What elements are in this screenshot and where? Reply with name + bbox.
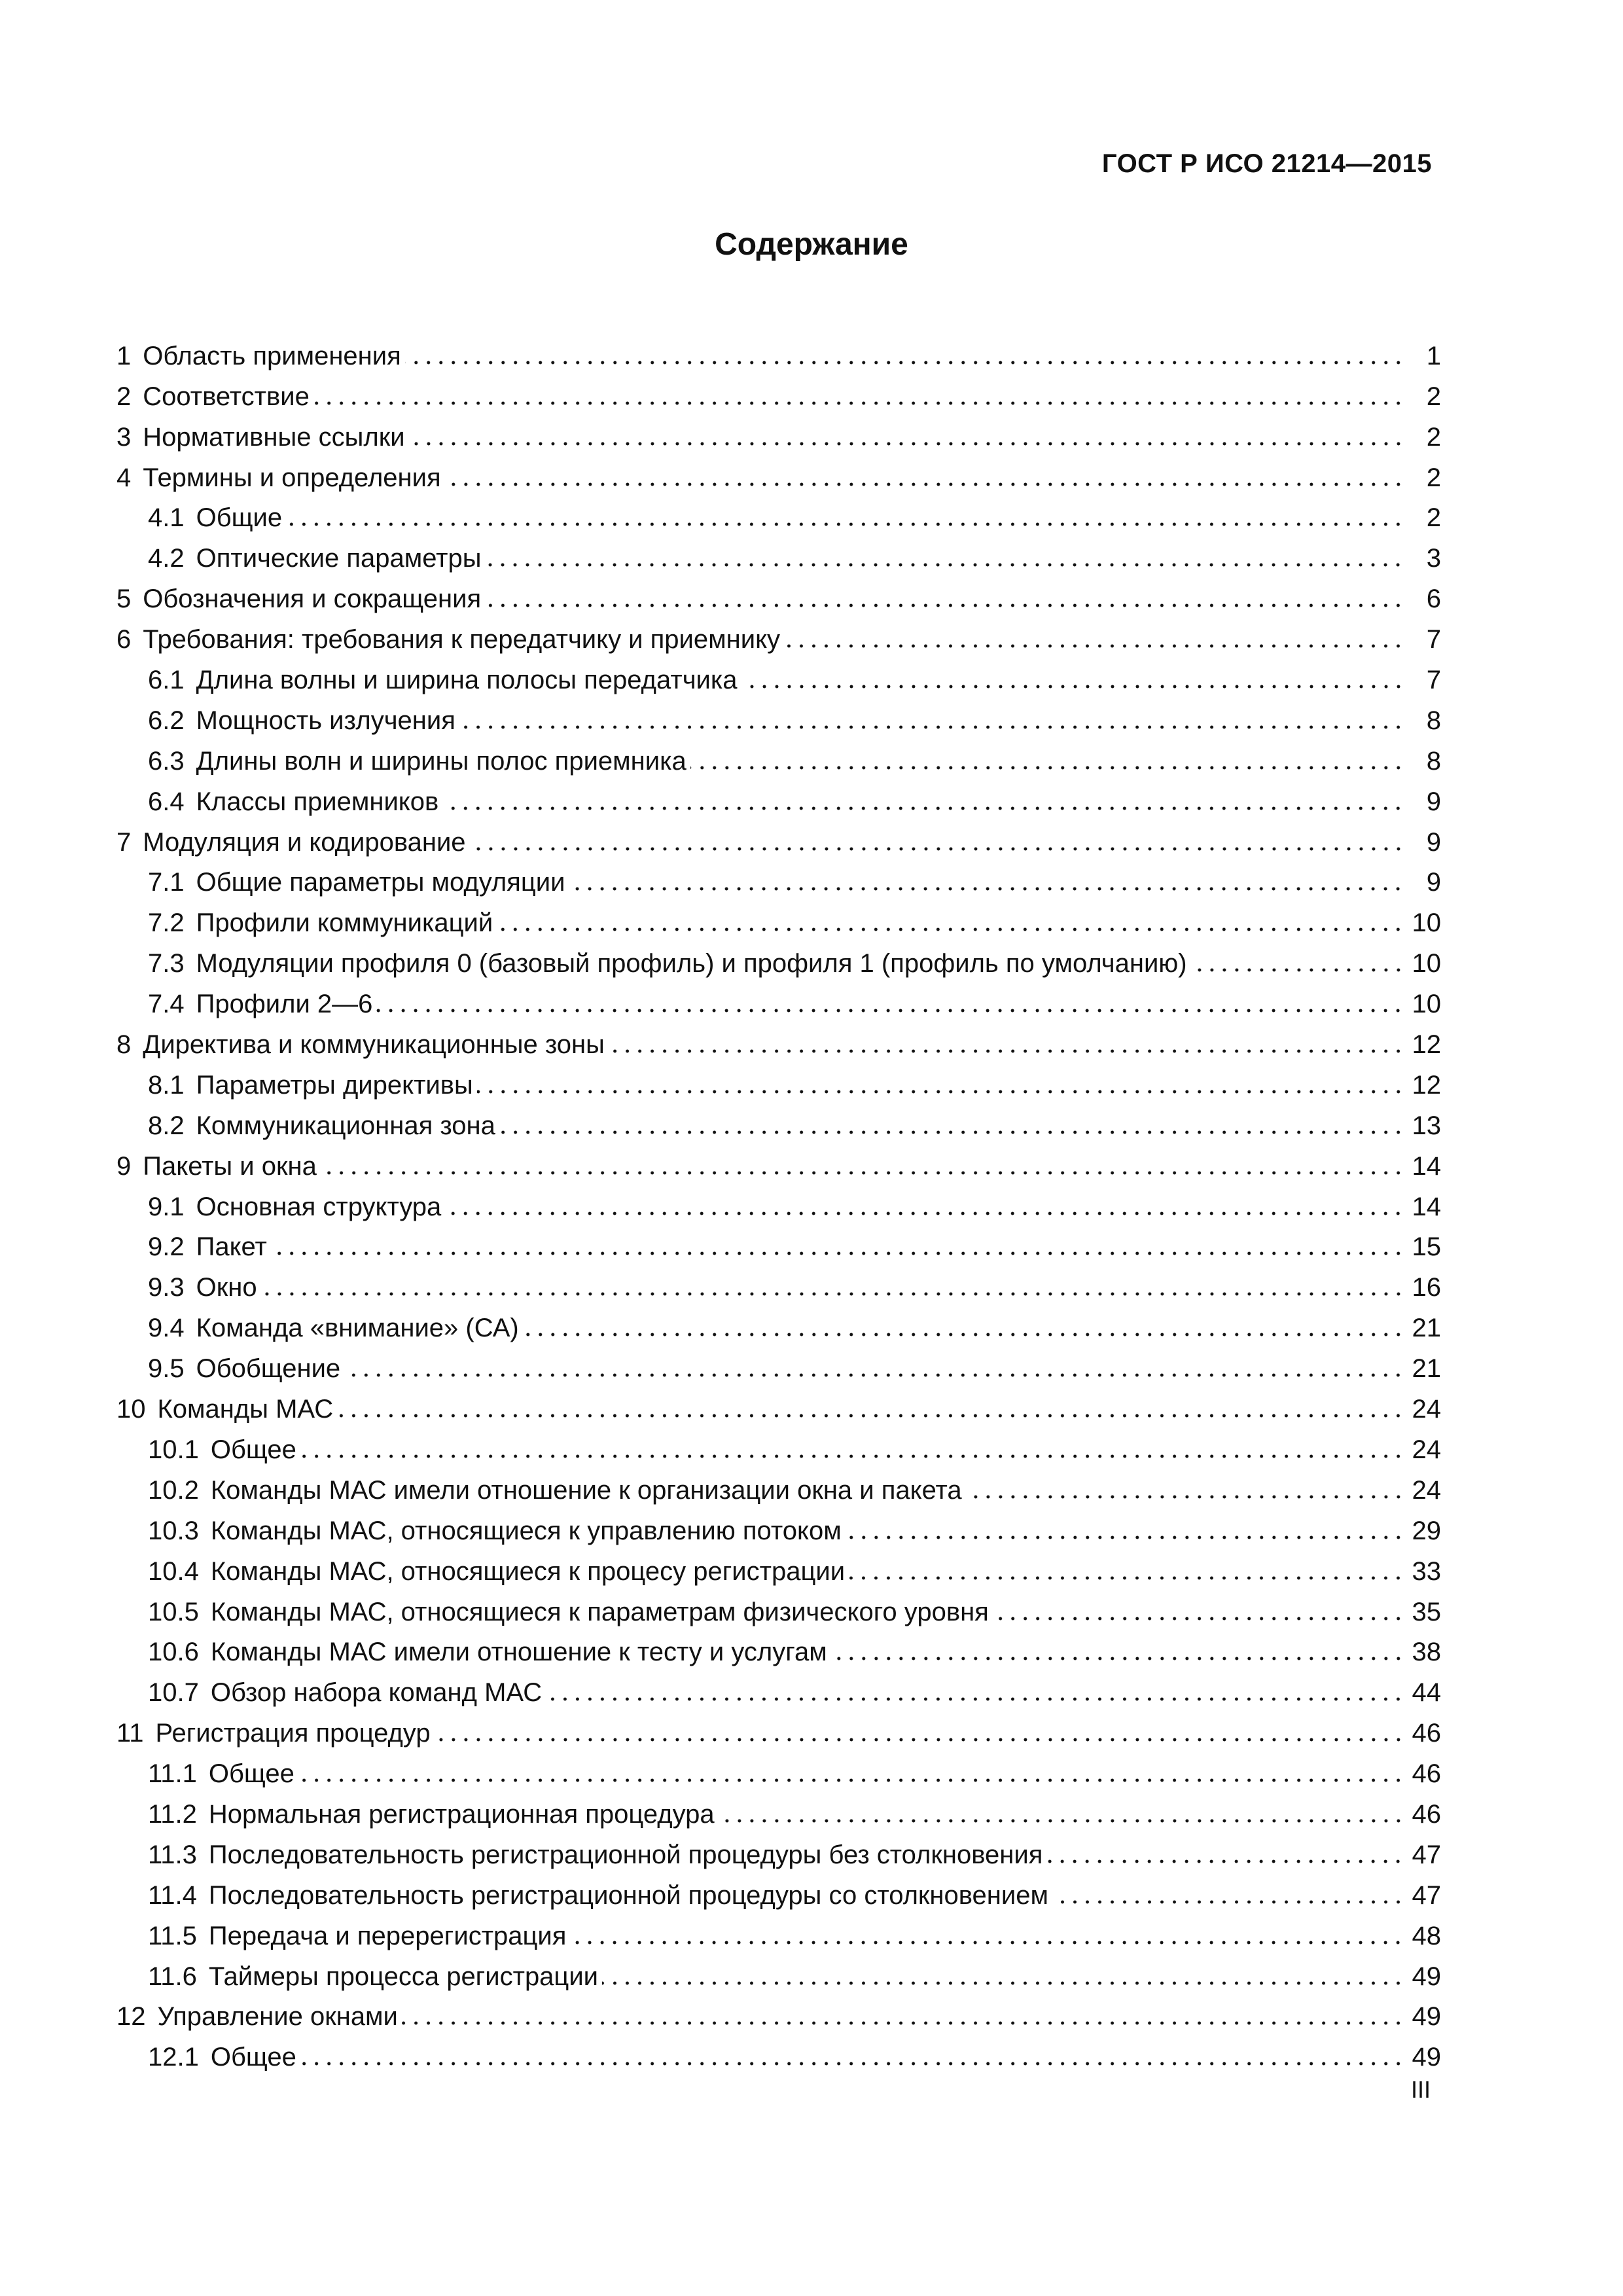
dot-leader — [719, 1818, 1404, 1824]
dot-leader — [602, 1980, 1404, 1986]
toc-entry[interactable] — [116, 817, 1441, 858]
toc-entry[interactable] — [116, 1830, 1441, 1871]
toc-entry-title: Модуляция и кодирование — [143, 827, 466, 857]
toc-entry-number: 9.4 — [148, 1314, 185, 1343]
dot-leader — [445, 1210, 1404, 1217]
toc-entry-page: 38 — [1412, 1638, 1441, 1667]
toc-entry-title: Последовательность регистрационной процедуры без столкновения — [208, 1840, 1043, 1869]
toc-entry-page: 1 — [1426, 341, 1441, 370]
toc-entry-number: 4.1 — [148, 503, 185, 533]
toc-entry[interactable] — [116, 1263, 1441, 1303]
dot-leader — [849, 1575, 1404, 1581]
toc-entry-title: Общие — [196, 503, 283, 533]
toc-entry[interactable] — [116, 574, 1441, 615]
toc-entry-title: Мощность излучения — [196, 706, 455, 735]
toc-entry[interactable] — [116, 1628, 1441, 1668]
toc-entry[interactable] — [116, 1101, 1441, 1141]
toc-entry-title: Регистрация процедур — [155, 1719, 431, 1748]
toc-entry-title: Длины волн и ширины полос приемника — [196, 746, 687, 776]
toc-entry-page: 2 — [1426, 503, 1441, 533]
toc-entry[interactable] — [116, 1668, 1441, 1708]
dot-leader — [741, 683, 1404, 690]
toc-entry-title: Общее — [210, 1435, 296, 1464]
toc-entry-page: 7 — [1426, 666, 1441, 695]
dot-leader — [298, 1777, 1404, 1784]
toc-entry-page: 48 — [1412, 1921, 1441, 1950]
dot-leader — [313, 400, 1404, 406]
toc-entry-title: Команды МАС имели отношение к организации окна и пакета — [210, 1475, 962, 1505]
toc-entry-title: Таймеры процесса регистрации — [208, 1962, 599, 1991]
toc-entry-number: 11.4 — [148, 1880, 197, 1910]
toc-entry-title: Пакеты и окна — [143, 1151, 317, 1181]
toc-entry-number: 7.4 — [148, 990, 185, 1019]
toc-entry-title: Команды МАС, относящиеся к параметрам физического уровня — [210, 1597, 989, 1626]
toc-entry-page: 2 — [1426, 422, 1441, 452]
toc-entry-page: 24 — [1412, 1395, 1441, 1424]
toc-entry-number: 7.3 — [148, 949, 185, 978]
toc-entry-number: 11.5 — [148, 1921, 197, 1950]
toc-entry-page: 46 — [1412, 1719, 1441, 1748]
toc-entry-number: 9.2 — [148, 1232, 185, 1262]
toc-entry-page: 15 — [1412, 1232, 1441, 1262]
toc-entry-number: 4.2 — [148, 544, 185, 573]
toc-entry-title: Нормативные ссылки — [143, 422, 405, 452]
toc-entry-number: 6.1 — [148, 666, 185, 695]
toc-entry-title: Управление окнами — [157, 2002, 398, 2032]
dot-leader — [409, 440, 1404, 447]
toc-entry[interactable] — [116, 1223, 1441, 1263]
toc-entry[interactable] — [116, 979, 1441, 1020]
toc-entry-page: 2 — [1426, 382, 1441, 411]
toc-entry-title: Обозначения и сокращения — [143, 584, 482, 614]
dot-leader — [784, 643, 1404, 649]
toc-entry-page: 47 — [1412, 1840, 1441, 1869]
dot-leader — [344, 1372, 1404, 1378]
toc-entry[interactable] — [116, 1384, 1441, 1425]
toc-entry-title: Общее — [210, 2043, 296, 2072]
toc-entry-page: 10 — [1412, 908, 1441, 938]
toc-entry[interactable] — [116, 1749, 1441, 1789]
toc-entry-title: Обзор набора команд МАС — [210, 1678, 543, 1708]
toc-entry-number: 10.6 — [148, 1638, 199, 1667]
toc-entry-title: Команды МАС, относящиеся к процесу регистрации — [210, 1556, 846, 1586]
toc-entry[interactable] — [116, 1303, 1441, 1344]
toc-entry-page: 21 — [1412, 1354, 1441, 1384]
toc-entry-number: 10.5 — [148, 1597, 199, 1626]
toc-entry-number: 11.6 — [148, 1962, 197, 1991]
toc-entry[interactable] — [116, 858, 1441, 899]
dot-leader — [337, 1412, 1404, 1419]
dot-leader — [570, 1939, 1404, 1946]
toc-entry-page: 3 — [1426, 544, 1441, 573]
toc-entry[interactable] — [116, 615, 1441, 655]
toc-entry-page: 9 — [1426, 827, 1441, 857]
dot-leader — [1191, 967, 1404, 973]
dot-leader — [286, 521, 1404, 528]
toc-entry-number: 6.4 — [148, 787, 185, 816]
dot-leader — [271, 1250, 1404, 1257]
toc-entry-page: 33 — [1412, 1556, 1441, 1586]
dot-leader — [499, 1129, 1404, 1136]
toc-entry-title: Коммуникационная зона — [196, 1111, 495, 1140]
toc-entry-title: Основная структура — [196, 1192, 442, 1221]
toc-entry-number: 10.4 — [148, 1556, 199, 1586]
toc-entry-page: 29 — [1412, 1516, 1441, 1545]
dot-leader — [497, 926, 1404, 933]
dot-leader — [1052, 1899, 1404, 1905]
toc-entry[interactable] — [116, 736, 1441, 777]
toc-entry-number: 6.3 — [148, 746, 185, 776]
dot-leader — [402, 2020, 1404, 2026]
dot-leader — [435, 1736, 1404, 1743]
toc-entry[interactable] — [116, 1708, 1441, 1749]
toc-entry-number: 10.1 — [148, 1435, 199, 1464]
toc-entry-number: 7.1 — [148, 868, 185, 897]
toc-entry-number: 9.5 — [148, 1354, 185, 1384]
dot-leader — [470, 846, 1404, 852]
page-title: Содержание — [715, 227, 908, 262]
toc-entry-number: 1 — [116, 341, 132, 370]
toc-entry-page: 9 — [1426, 868, 1441, 897]
toc-entry-title: Оптические параметры — [196, 544, 482, 573]
toc-entry[interactable] — [116, 1020, 1441, 1060]
toc-entry-title: Область применения — [143, 341, 401, 370]
toc-entry-title: Параметры директивы — [196, 1070, 473, 1100]
toc-entry[interactable] — [116, 696, 1441, 736]
toc-entry-title: Команды МАС — [157, 1395, 334, 1424]
toc-entry-title: Директива и коммуникационные зоны — [143, 1030, 605, 1060]
toc-entry-title: Профили коммуникаций — [196, 908, 493, 938]
toc-entry[interactable] — [116, 1992, 1441, 2033]
toc-entry-page: 16 — [1412, 1273, 1441, 1302]
dot-leader — [321, 1170, 1404, 1176]
dot-leader — [485, 562, 1404, 568]
toc-entry-number: 4 — [116, 463, 132, 492]
toc-entry-title: Нормальная регистрационная процедура — [208, 1799, 715, 1829]
toc-entry-page: 44 — [1412, 1678, 1441, 1708]
toc-entry-title: Термины и определения — [143, 463, 441, 492]
toc-entry-page: 8 — [1426, 706, 1441, 735]
toc-entry-title: Команды МАС имели отношение к тесту и услугам — [210, 1638, 827, 1667]
dot-leader — [609, 1048, 1404, 1054]
toc-entry[interactable] — [116, 533, 1441, 574]
toc-entry-number: 9.1 — [148, 1192, 185, 1221]
dot-leader — [690, 764, 1404, 771]
dot-leader — [993, 1615, 1404, 1622]
toc-entry-page: 21 — [1412, 1314, 1441, 1343]
toc-entry[interactable] — [116, 493, 1441, 534]
toc-entry-title: Общие параметры модуляции — [196, 868, 565, 897]
toc-entry[interactable] — [116, 898, 1441, 939]
toc-entry-number: 7.2 — [148, 908, 185, 938]
toc-entry[interactable] — [116, 1911, 1441, 1952]
dot-leader — [569, 886, 1404, 892]
toc-entry-number: 10 — [116, 1395, 146, 1424]
toc-entry-number: 5 — [116, 584, 132, 614]
toc-entry[interactable] — [116, 1587, 1441, 1628]
toc-entry-title: Команды МАС, относящиеся к управлению потоком — [210, 1516, 842, 1545]
dot-leader — [831, 1655, 1404, 1662]
dot-leader — [459, 724, 1404, 730]
toc-entry[interactable] — [116, 1871, 1441, 1911]
dot-leader — [966, 1494, 1404, 1500]
toc-entry-number: 6.2 — [148, 706, 185, 735]
toc-entry-page: 14 — [1412, 1192, 1441, 1221]
toc-entry[interactable] — [116, 1952, 1441, 1992]
toc-entry-number: 10.3 — [148, 1516, 199, 1545]
dot-leader — [300, 2060, 1404, 2067]
toc-entry-number: 10.2 — [148, 1475, 199, 1505]
toc-entry-title: Пакет — [196, 1232, 267, 1262]
toc-entry[interactable] — [116, 453, 1441, 493]
toc-entry-title: Окно — [196, 1273, 257, 1302]
toc-entry-title: Классы приемников — [196, 787, 439, 816]
toc-entry[interactable] — [116, 939, 1441, 979]
toc-entry[interactable] — [116, 2032, 1441, 2073]
toc-entry-page: 2 — [1426, 463, 1441, 492]
dot-leader — [445, 481, 1404, 488]
toc-entry-page: 14 — [1412, 1151, 1441, 1181]
table-of-contents — [116, 331, 1441, 2073]
toc-entry-number: 8 — [116, 1030, 132, 1060]
toc-entry-title: Профили 2—6 — [196, 990, 373, 1019]
dot-leader — [477, 1088, 1404, 1095]
toc-entry-page: 12 — [1412, 1030, 1441, 1060]
toc-entry-number: 8.1 — [148, 1070, 185, 1100]
toc-entry-page: 7 — [1426, 625, 1441, 655]
dot-leader — [261, 1291, 1404, 1297]
toc-entry-number: 8.2 — [148, 1111, 185, 1140]
toc-entry-title: Обобщение — [196, 1354, 341, 1384]
toc-entry[interactable] — [116, 1465, 1441, 1506]
toc-entry-title: Команда «внимание» (СА) — [196, 1314, 519, 1343]
toc-entry-number: 12.1 — [148, 2043, 199, 2072]
toc-entry-page: 6 — [1426, 584, 1441, 614]
toc-entry[interactable] — [116, 1547, 1441, 1587]
toc-entry-title: Модуляции профиля 0 (базовый профиль) и профиля 1 (профиль по умолчанию) — [196, 949, 1187, 978]
toc-entry-number: 2 — [116, 382, 132, 411]
toc-entry-page: 47 — [1412, 1880, 1441, 1910]
dot-leader — [376, 1007, 1404, 1014]
dot-leader — [523, 1331, 1404, 1338]
toc-entry-title: Длина волны и ширина полосы передатчика — [196, 666, 738, 695]
toc-entry[interactable] — [116, 1141, 1441, 1182]
dot-leader — [300, 1453, 1404, 1460]
toc-entry-title: Требования: требования к передатчику и приемнику — [143, 625, 781, 655]
toc-entry-title: Последовательность регистрационной процедуры со столкновением — [208, 1880, 1048, 1910]
toc-entry[interactable] — [116, 1506, 1441, 1547]
toc-entry-number: 7 — [116, 827, 132, 857]
toc-entry-number: 9 — [116, 1151, 132, 1181]
toc-entry-number: 11 — [116, 1719, 144, 1748]
toc-entry-page: 10 — [1412, 990, 1441, 1019]
toc-entry-page: 24 — [1412, 1475, 1441, 1505]
toc-entry-number: 12 — [116, 2002, 146, 2032]
toc-entry[interactable] — [116, 777, 1441, 817]
toc-entry-number: 6 — [116, 625, 132, 655]
document-code: ГОСТ Р ИСО 21214—2015 — [1101, 149, 1432, 178]
toc-entry-number: 11.2 — [148, 1799, 197, 1829]
toc-entry-page: 49 — [1412, 1962, 1441, 1991]
toc-entry-number: 9.3 — [148, 1273, 185, 1302]
toc-entry-page: 24 — [1412, 1435, 1441, 1464]
toc-entry-number: 11.1 — [148, 1759, 197, 1789]
dot-leader — [546, 1696, 1404, 1702]
toc-entry-page: 49 — [1412, 2002, 1441, 2032]
dot-leader — [846, 1534, 1404, 1541]
toc-entry-page: 9 — [1426, 787, 1441, 816]
toc-entry-number: 3 — [116, 422, 132, 452]
dot-leader — [1046, 1858, 1404, 1865]
page-number: III — [1410, 2076, 1431, 2103]
toc-entry-number: 11.3 — [148, 1840, 197, 1869]
toc-entry[interactable] — [116, 331, 1441, 372]
toc-entry-page: 46 — [1412, 1799, 1441, 1829]
toc-entry-title: Общее — [208, 1759, 294, 1789]
toc-entry[interactable] — [116, 1060, 1441, 1101]
dot-leader — [405, 359, 1404, 366]
toc-entry[interactable] — [116, 412, 1441, 453]
dot-leader — [485, 602, 1404, 609]
toc-entry-page: 13 — [1412, 1111, 1441, 1140]
toc-entry[interactable] — [116, 1344, 1441, 1384]
dot-leader — [442, 805, 1404, 812]
toc-entry[interactable] — [116, 1182, 1441, 1223]
toc-entry-page: 10 — [1412, 949, 1441, 978]
toc-entry[interactable] — [116, 1425, 1441, 1465]
toc-entry-page: 49 — [1412, 2043, 1441, 2072]
toc-entry-page: 8 — [1426, 746, 1441, 776]
toc-entry[interactable] — [116, 655, 1441, 696]
toc-entry-page: 12 — [1412, 1070, 1441, 1100]
toc-entry-title: Передача и перерегистрация — [208, 1921, 567, 1950]
toc-entry-page: 35 — [1412, 1597, 1441, 1626]
toc-entry-number: 10.7 — [148, 1678, 199, 1708]
toc-entry-page: 46 — [1412, 1759, 1441, 1789]
toc-entry-title: Соответствие — [143, 382, 310, 411]
toc-entry[interactable] — [116, 372, 1441, 412]
toc-entry[interactable] — [116, 1789, 1441, 1830]
